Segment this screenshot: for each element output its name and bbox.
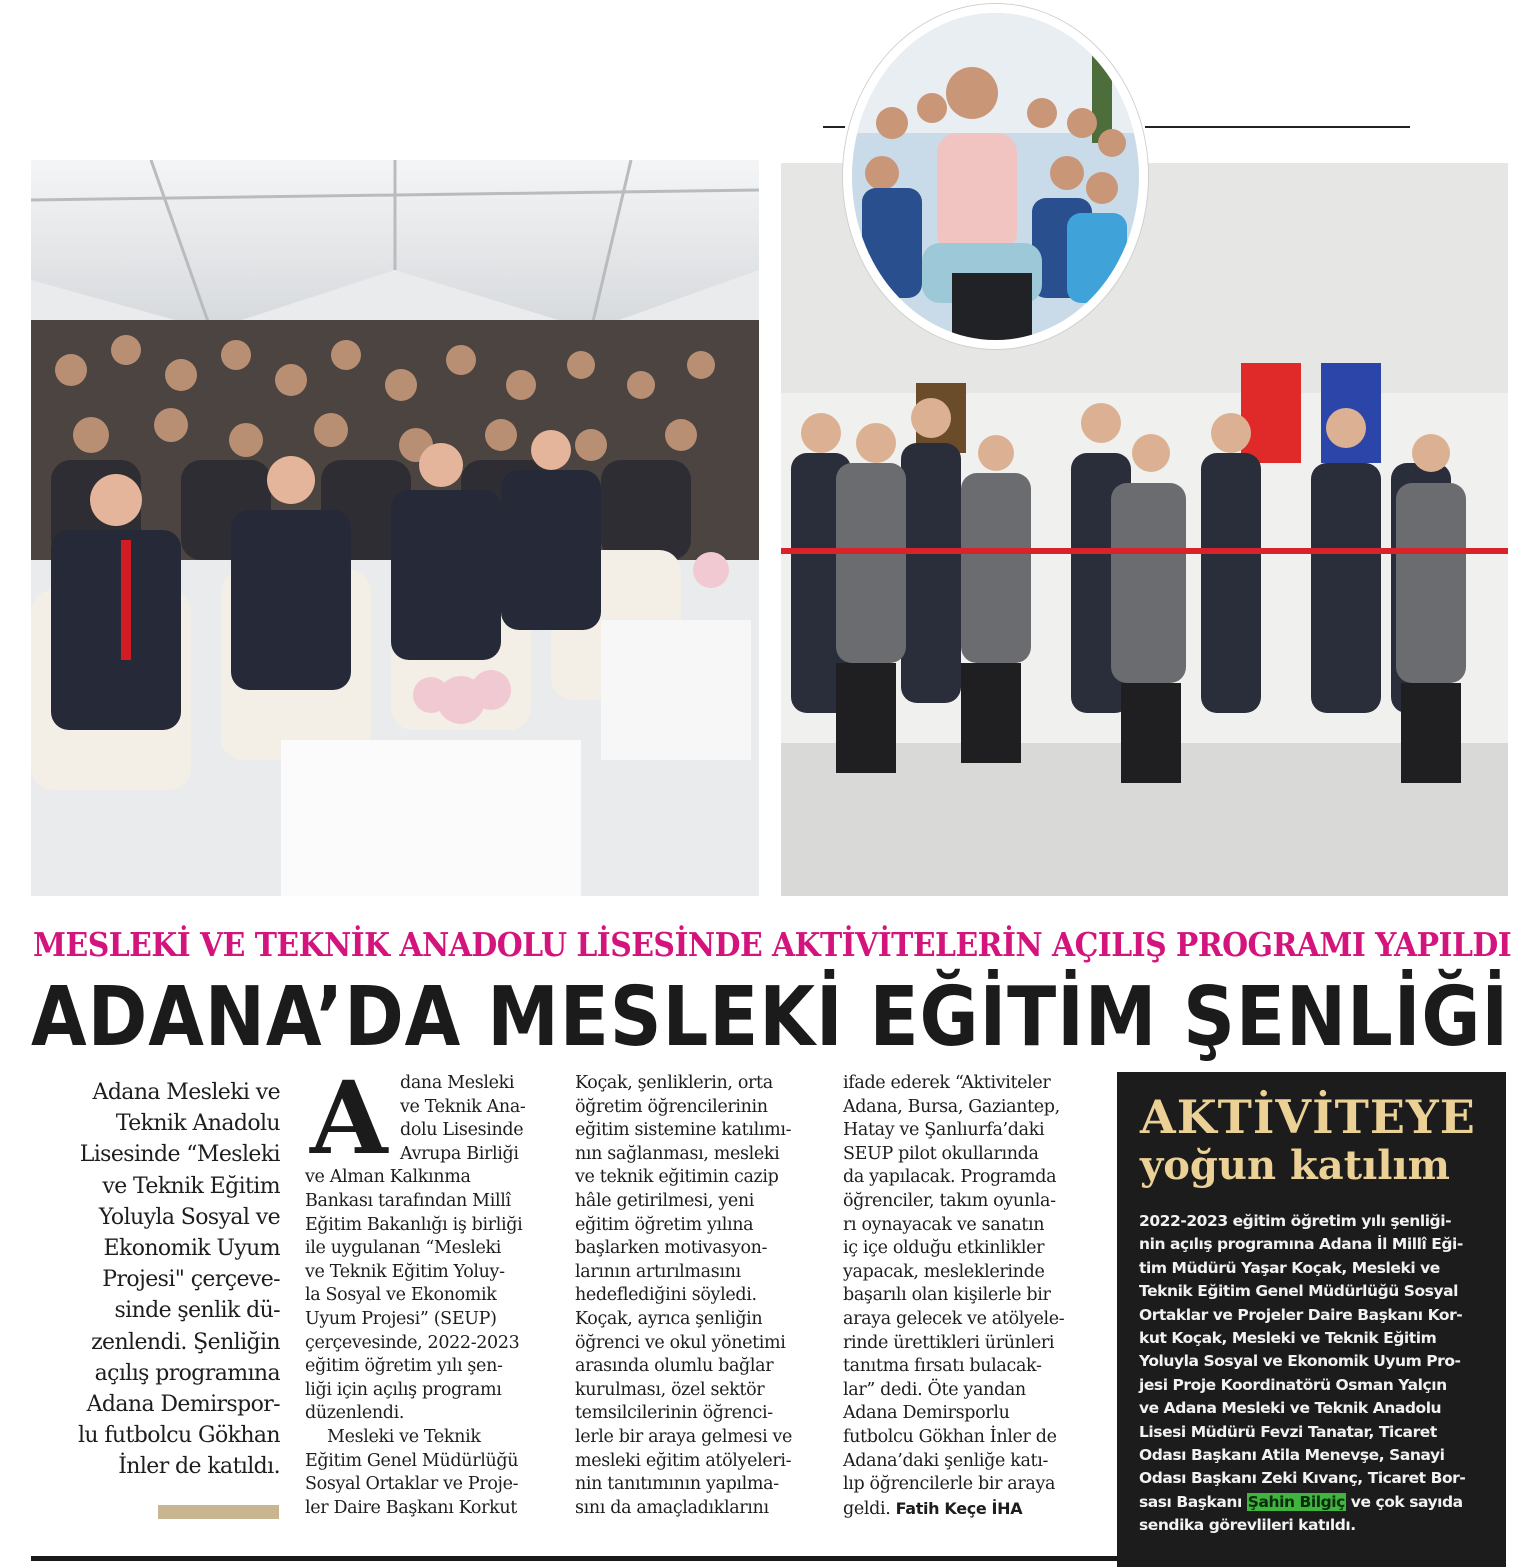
lead-line: zenlendi. Şenliğin	[91, 1329, 280, 1355]
lead-line: Lisesinde “Mesleki	[79, 1142, 280, 1168]
body-line: yapacak, mesleklerinde	[843, 1261, 1045, 1282]
body-line: dana Mesleki	[400, 1073, 515, 1093]
lead-paragraph	[30, 1077, 280, 1483]
body-line: ifade ederek “Aktiviteler	[843, 1073, 1051, 1093]
lead-accent-bar	[158, 1505, 279, 1519]
body-line-final	[843, 1497, 1093, 1522]
lead-line: açılış programına	[94, 1360, 280, 1386]
lead-line: İnler de katıldı.	[118, 1454, 280, 1480]
sidebar-line: 2022-2023 eğitim öğretim yılı şenliği-	[1139, 1212, 1452, 1230]
body-line: çerçevesinde, 2022-2023	[305, 1332, 520, 1353]
body-line: tanıtma fırsatı bulacak-	[843, 1356, 1042, 1377]
body-line: Adana, Bursa, Gaziantep,	[843, 1096, 1060, 1117]
body-line: rı oynayacak ve sanatın	[843, 1214, 1045, 1235]
sidebar-line: Ortaklar ve Projeler Daire Başkanı Kor-	[1139, 1305, 1463, 1324]
body-line: başarılı olan kişilerle bir	[843, 1285, 1051, 1306]
sidebar-line: Yoluyla Sosyal ve Ekonomik Uyum Pro-	[1139, 1352, 1461, 1371]
body-line: Mesleki ve Teknik	[327, 1426, 481, 1447]
body-line: dolu Lisesinde	[400, 1120, 524, 1141]
drop-cap: A	[310, 1059, 388, 1177]
sidebar-box	[1117, 1072, 1506, 1567]
body-line: mesleki eğitim atölyeleri-	[575, 1450, 792, 1471]
audience-illustration	[31, 160, 759, 896]
body-line: sını da amaçladıklarını	[575, 1497, 769, 1518]
body-line: Koçak, şenliklerin, orta	[575, 1073, 773, 1093]
top-rule-right	[1145, 126, 1410, 128]
body-line: Eğitim Genel Müdürlüğü	[305, 1450, 519, 1471]
highlighted-name: Şahin Bilgiç	[1247, 1492, 1345, 1511]
body-line: lerle bir araya gelmesi ve	[575, 1426, 793, 1447]
body-line: eğitim öğretim yılı şen-	[305, 1356, 503, 1377]
body-line: liği için açılış programı	[305, 1379, 502, 1400]
fans-illustration	[852, 13, 1139, 340]
body-line: Adana’daki şenliğe katı-	[843, 1450, 1049, 1471]
body-line: ve Teknik Eğitim Yoluy-	[305, 1261, 505, 1282]
body-line: Adana Demirsporlu	[843, 1403, 1010, 1424]
sidebar-line: Odası Başkanı Zeki Kıvanç, Ticaret Bor-	[1139, 1469, 1466, 1488]
lead-line: Ekonomik Uyum	[103, 1236, 280, 1262]
article-column-3	[843, 1072, 1093, 1521]
body-line: ve Teknik Ana-	[400, 1096, 526, 1117]
body-line: nin tanıtımının yapılma-	[575, 1474, 779, 1495]
body-line: Uyum Projesi” (SEUP)	[305, 1308, 497, 1329]
lead-line: Adana Mesleki ve	[92, 1080, 280, 1105]
sidebar-text: sası Başkanı	[1139, 1492, 1247, 1511]
body-line: kurulması, özel sektör	[575, 1379, 765, 1400]
body-line: öğrenciler, takım oyunla-	[843, 1190, 1056, 1211]
body-line: rinde ürettikleri ürünleri	[843, 1332, 1055, 1353]
body-line: Hatay ve Şanlıurfa’daki	[843, 1120, 1045, 1141]
body-line: ler Daire Başkanı Korkut	[305, 1497, 517, 1518]
body-line: başlarken motivasyon-	[575, 1238, 768, 1259]
sidebar-line: Lisesi Müdürü Fevzi Tanatar, Ticaret	[1139, 1422, 1437, 1441]
sidebar-line: kut Koçak, Mesleki ve Teknik Eğitim	[1139, 1329, 1437, 1348]
lead-line: Projesi" çerçeve-	[102, 1267, 280, 1293]
sidebar-body	[1139, 1210, 1497, 1538]
body-line: Sosyal Ortaklar ve Proje-	[305, 1474, 519, 1495]
body-line: iç içe olduğu etkinlikler	[843, 1238, 1045, 1259]
body-line: ile uygulanan “Mesleki	[305, 1238, 501, 1259]
body-line: öğrenci ve okul yönetimi	[575, 1332, 786, 1353]
body-line: Koçak, ayrıca şenliğin	[575, 1308, 763, 1329]
body-line: Bankası tarafından Millî	[305, 1190, 511, 1211]
byline: Fatih Keçe İHA	[895, 1498, 1023, 1518]
body-text: geldi.	[843, 1498, 891, 1519]
body-line: hâle getirilmesi, yeni	[575, 1190, 755, 1211]
lead-line: lu futbolcu Gökhan	[77, 1423, 280, 1449]
body-line: lıp öğrencilerle bir araya	[843, 1474, 1056, 1495]
body-line: temsilcilerinin öğrenci-	[575, 1403, 773, 1424]
body-line: Avrupa Birliği	[400, 1143, 519, 1164]
body-line: öğretim öğrencilerinin	[575, 1096, 768, 1117]
main-headline: ADANA’DA MESLEKİ EĞİTİM ŞENLİĞİ	[31, 970, 1510, 1065]
body-line: lar” dedi. Öte yandan	[843, 1379, 1026, 1400]
sidebar-line: jesi Proje Koordinatörü Osman Yalçın	[1139, 1375, 1447, 1394]
sidebar-line: ve Adana Mesleki ve Teknik Anadolu	[1139, 1399, 1442, 1418]
lead-line: Yoluyla Sosyal ve	[98, 1204, 280, 1230]
top-rule-left	[823, 126, 845, 128]
body-line: la Sosyal ve Ekonomik	[305, 1285, 497, 1306]
sidebar-line: Odası Başkanı Atila Menevşe, Sanayi	[1139, 1446, 1445, 1465]
sidebar-line: sendika görevlileri katıldı.	[1139, 1516, 1356, 1535]
lead-line: sinde şenlik dü-	[114, 1298, 280, 1324]
sidebar-line: tim Müdürü Yaşar Koçak, Mesleki ve	[1139, 1258, 1440, 1277]
body-line: ve Alman Kalkınma	[305, 1167, 471, 1188]
body-line: ve teknik eğitimin cazip	[575, 1167, 779, 1188]
body-line: düzenlendi.	[305, 1403, 405, 1424]
footballer-fans-photo	[843, 4, 1148, 349]
body-line: Eğitim Bakanlığı iş birliği	[305, 1214, 523, 1235]
body-line: hedeflediğini söyledi.	[575, 1285, 757, 1306]
bottom-rule	[31, 1556, 1117, 1561]
body-line: eğitim öğretim yılına	[575, 1214, 754, 1235]
ceremony-audience-photo	[31, 160, 759, 896]
sidebar-line: nin açılış programına Adana İl Millî Eği-	[1139, 1235, 1463, 1254]
lead-line: ve Teknik Eğitim	[102, 1173, 280, 1199]
sidebar-subtitle: yoğun katılım	[1140, 1142, 1450, 1189]
body-line: nın sağlanması, mesleki	[575, 1143, 780, 1164]
sidebar-text: ve çok sayıda	[1345, 1492, 1463, 1511]
body-line: da yapılacak. Programda	[843, 1167, 1057, 1188]
lead-line: Adana Demirspor-	[86, 1392, 280, 1418]
body-line: araya gelecek ve atölyele-	[843, 1308, 1065, 1329]
sidebar-title: AKTİVİTEYE	[1140, 1090, 1476, 1144]
body-line: SEUP pilot okullarında	[843, 1143, 1039, 1164]
body-line: futbolcu Gökhan İnler de	[843, 1426, 1057, 1447]
sidebar-line: Teknik Eğitim Genel Müdürlüğü Sosyal	[1139, 1282, 1458, 1301]
article-column-1	[305, 1072, 555, 1520]
lead-line: Teknik Anadolu	[115, 1111, 280, 1137]
sidebar-line-highlighted	[1139, 1491, 1497, 1514]
kicker-headline: MESLEKİ VE TEKNİK ANADOLU LİSESİNDE AKTİVİTELERİN AÇILIŞ PROGRAMI YAPILDI	[33, 925, 1512, 964]
body-line: eğitim sistemine katılımı-	[575, 1120, 792, 1141]
body-line: arasında olumlu bağlar	[575, 1356, 774, 1377]
article-column-2	[575, 1072, 825, 1520]
body-line: larının artırılmasını	[575, 1261, 741, 1282]
